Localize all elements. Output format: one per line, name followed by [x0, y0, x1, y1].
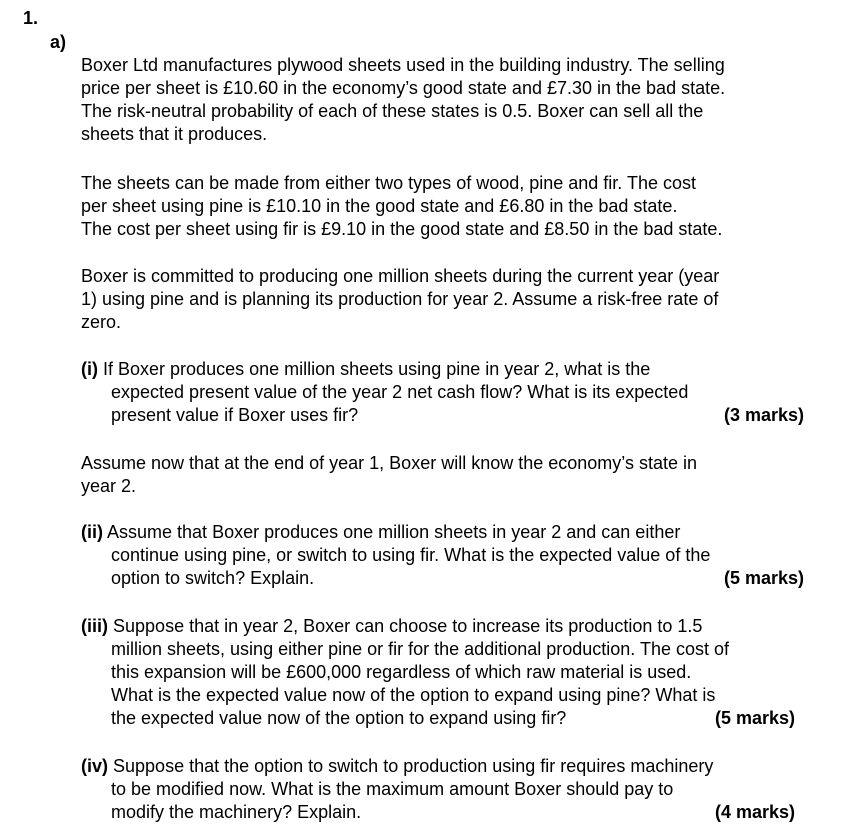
text-line: the expected value now of the option to expand using fir?: [111, 708, 567, 728]
text-line: Assume now that at the end of year 1, Boxer will know the economy’s state in: [81, 453, 697, 473]
cost-paragraph: [81, 172, 816, 241]
text-line: option to switch? Explain.: [111, 568, 315, 588]
text-line: modify the machinery? Explain.: [111, 802, 362, 822]
marks-label: (3 marks): [723, 405, 804, 425]
text-line: per sheet using pine is £10.10 in the good state and £6.80 in the bad state.: [81, 196, 678, 216]
marks-label: (4 marks): [714, 802, 795, 822]
text-line: (iii) Suppose that in year 2, Boxer can choose to increase its production to 1.5: [81, 616, 703, 636]
text-line: (ii) Assume that Boxer produces one million sheets in year 2 and can either: [81, 522, 681, 542]
subquestion-label: (i): [81, 359, 98, 379]
text-line: What is the expected value now of the option to expand using pine? What is: [111, 685, 716, 705]
text-line: continue using pine, or switch to using fir. What is the expected value of the: [111, 545, 711, 565]
marks-label: (5 marks): [714, 708, 795, 728]
text-line: The cost per sheet using fir is £9.10 in the good state and £8.50 in the bad state.: [81, 219, 723, 239]
text-line: 1) using pine and is planning its production for year 2. Assume a risk-free rate of: [81, 289, 719, 309]
subquestion-label: (ii): [81, 522, 103, 542]
text-line: this expansion will be £600,000 regardless of which raw material is used.: [111, 662, 692, 682]
subquestion-ii: [81, 521, 816, 590]
subquestion-label: (iv): [81, 756, 108, 776]
subquestion-i: [81, 358, 816, 427]
text-line: million sheets, using either pine or fir for the additional production. The cost of: [111, 639, 730, 659]
text-line: expected present value of the year 2 net cash flow? What is its expected: [111, 382, 689, 402]
text-line: (iv) Suppose that the option to switch to production using fir requires machinery: [81, 756, 714, 776]
marks-label: (5 marks): [723, 568, 804, 588]
commitment-paragraph: [81, 265, 816, 334]
part-label: a): [50, 32, 67, 52]
subquestion-label: (iii): [81, 616, 108, 636]
text-line: to be modified now. What is the maximum amount Boxer should pay to: [111, 779, 674, 799]
text-line: The risk-neutral probability of each of these states is 0.5. Boxer can sell all the: [81, 101, 704, 121]
subquestion-iv: [81, 755, 816, 824]
question-number: 1.: [23, 8, 39, 28]
text-line: zero.: [81, 312, 122, 332]
text-line: present value if Boxer uses fir?: [111, 405, 359, 425]
text-line: The sheets can be made from either two types of wood, pine and fir. The cost: [81, 173, 697, 193]
assumption-paragraph: [81, 452, 816, 498]
text-line: Boxer Ltd manufactures plywood sheets used in the building industry. The selling: [81, 55, 725, 75]
text-line: sheets that it produces.: [81, 124, 268, 144]
text-line: (i) If Boxer produces one million sheets using pine in year 2, what is the: [81, 359, 651, 379]
intro-paragraph: [81, 54, 816, 146]
text-line: Boxer is committed to producing one million sheets during the current year (year: [81, 266, 720, 286]
text-line: price per sheet is £10.60 in the economy’s good state and £7.30 in the bad state.: [81, 78, 726, 98]
subquestion-iii: [81, 615, 816, 730]
text-line: year 2.: [81, 476, 137, 496]
